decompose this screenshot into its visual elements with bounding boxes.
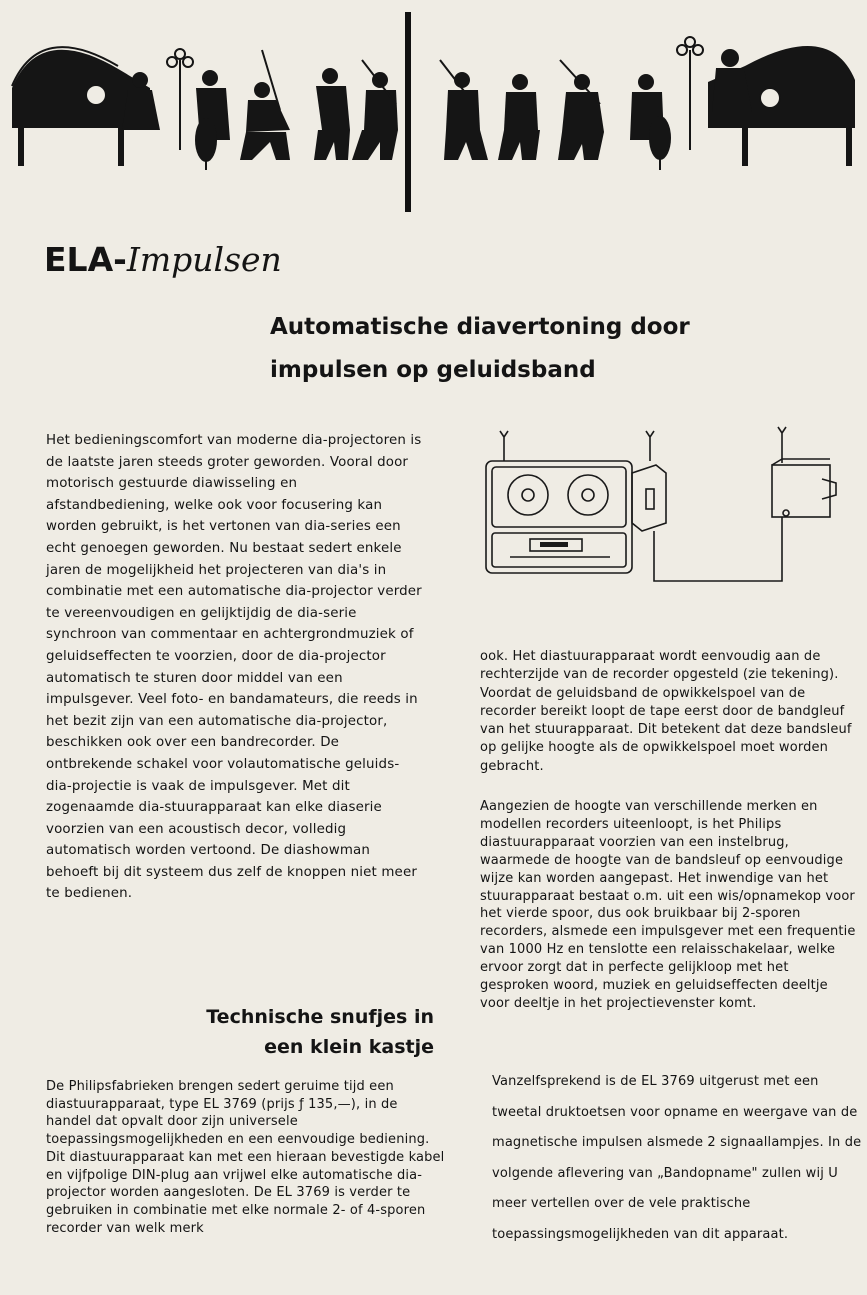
section-title — [44, 240, 282, 280]
banner-divider — [405, 12, 411, 212]
subheading — [180, 1002, 434, 1062]
headline-line-2: impulsen op geluidsband — [270, 357, 596, 383]
orchestra-illustration — [0, 0, 867, 220]
right-paragraph-3 — [492, 1067, 864, 1251]
right-text-2: Aangezien de hoogte van verschillende merken en modellen recorders uiteenloopt, is het Philips diastuurapparaat voorzien van een instelbrug, waarmede de hoogte van de bandsleuf op eenvoudige wijze kan worden aangepast. Het inwendige van het stuurapparaat bestaat o.m. uit een wis/opnamekop voor het vierde spoor, dus ook bruikbaar bij 2-sporen recorders, alsmede een impulsgever met een frequentie van 1000 Hz en tenslotte een relaisschakelaar, welke ervoor zorgt dat in perfecte gelijkloop met het gesproken woord, muziek en geluidseffecten deeltje voor deeltje in het projectievenster komt. — [480, 799, 856, 1011]
right-paragraph-1 — [480, 648, 856, 776]
article-headline — [270, 306, 770, 392]
headline-line-1: Automatische diavertoning door — [270, 314, 690, 340]
right-text-1: ook. Het diastuurapparaat wordt eenvoudig aan de rechterzijde van de recorder opgesteld (zie tekening). Voordat de geluidsband de opwikkelspoel van de recorder bereikt loopt de tape eerst door de bandgleuf van het stuurapparaat. Dit betekent dat deze bandsleuf op gelijke hoogte als de opwikkelspoel moet worden gebracht. — [480, 649, 852, 774]
technical-paragraph — [46, 1078, 446, 1237]
section-title-bold: ELA- — [44, 240, 127, 279]
right-paragraph-2 — [480, 798, 856, 1013]
technical-text: De Philipsfabrieken brengen sedert geruime tijd een diastuurapparaat, type EL 3769 (prijs ƒ 135,—), in de handel dat opvalt door zijn universele toepassingsmogelijkheden en een eenvoudige bediening. Dit diastuurapparaat kan met een hieraan bevestigde kabel en vijfpolige DIN-plug aan vrijwel elke automatische dia-projector worden aangesloten. De EL 3769 is verder te gebruiken in combinatie met elke normale 2- of 4-sporen recorder van welk merk — [46, 1079, 445, 1236]
recorder-projector-diagram — [470, 425, 860, 595]
intro-text: Het bedieningscomfort van moderne dia-projectoren is de laatste jaren steeds groter geworden. Vooral door motorisch gestuurde diawisseling en afstandbediening, welke ook voor focusering kan worden gebruikt, is het vertonen van dia-series een echt genoegen geworden. Nu bestaat sedert enkele jaren de mogelijkheid het projecteren van dia's in combinatie met een automatische dia-projector verder te vereenvoudigen en gelijktijdig de dia-serie synchroon van commentaar en achtergrondmuziek of geluidseffecten te voorzien, door de dia-projector automatisch te sturen door middel van een impulsgever. Veel foto- en bandamateurs, die reeds in het bezit zijn van een automatische dia-projector, beschikken ook over een bandrecorder. De ontbrekende schakel voor volautomatische geluids-dia-projectie is vaak de impulsgever. Met dit zogenaamde dia-stuurapparaat kan elke diaserie voorzien van een acoustisch decor, volledig automatisch worden vertoond. De diashowman behoeft bij dit systeem dus zelf de knoppen niet meer te bedienen. — [46, 433, 422, 902]
intro-paragraph — [46, 430, 422, 905]
section-title-italic: Impulsen — [126, 240, 282, 279]
subheading-line-1: Technische snufjes in — [206, 1006, 434, 1028]
right-text-3: Vanzelfsprekend is de EL 3769 uitgerust met een tweetal druktoetsen voor opname en weergave van de magnetische impulsen alsmede 2 signaallampjes. In de volgende aflevering van „Bandopname" zullen wij U meer vertellen over de vele praktische toepassingsmogelijkheden van dit apparaat. — [492, 1074, 862, 1242]
subheading-line-2: een klein kastje — [264, 1036, 434, 1058]
